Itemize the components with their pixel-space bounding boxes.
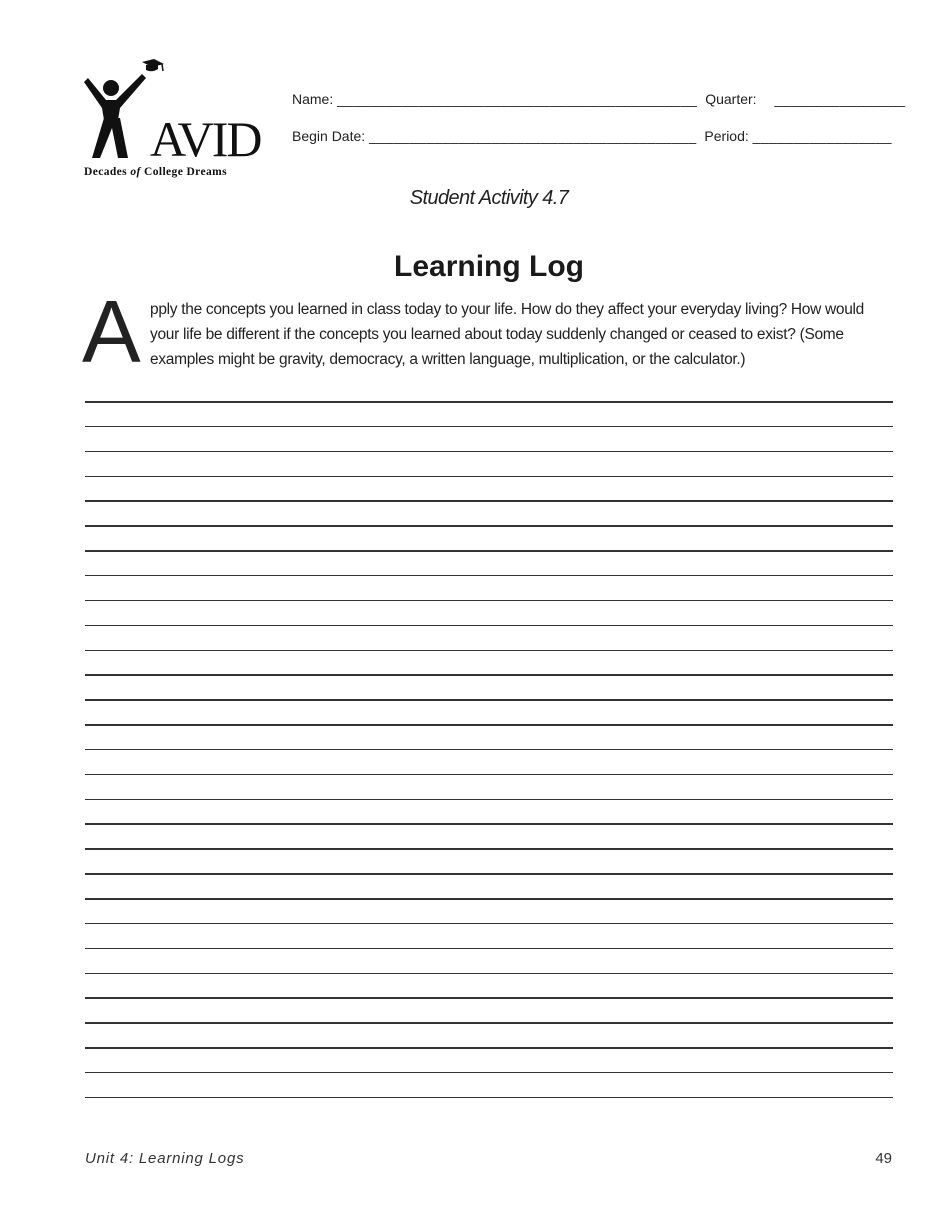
begin-date-label: Begin Date:: [292, 128, 366, 144]
writing-line: [85, 1047, 893, 1049]
page-title: Learning Log: [394, 250, 584, 283]
writing-line: [85, 749, 893, 751]
writing-line: [85, 1072, 893, 1074]
writing-line: [85, 973, 893, 975]
avid-logo: [84, 58, 276, 182]
quarter-label: Quarter:: [705, 91, 757, 107]
writing-line: [85, 500, 893, 502]
quarter-field[interactable]: ________________: [774, 91, 906, 107]
writing-line: [85, 426, 893, 428]
begin-date-field[interactable]: ________________________________________: [369, 128, 697, 144]
name-quarter-row: [292, 91, 906, 107]
writing-line: [85, 600, 893, 602]
writing-line: [85, 724, 893, 726]
writing-line: [85, 848, 893, 850]
writing-line: [85, 525, 893, 527]
writing-line: [85, 873, 893, 875]
footer-unit: Unit 4: Learning Logs: [85, 1150, 245, 1167]
prompt-text: pply the concepts you learned in class today to your life. How do they affect your everyday living? How would your life be different if the concepts you learned about today suddenly changed or ceased to exist? (Some examples might be gravity, democracy, a written language, multiplication, or the calculator.): [150, 301, 865, 368]
prompt-drop-cap: A: [82, 282, 141, 381]
page-number: 49: [875, 1150, 892, 1167]
writing-line: [85, 923, 893, 925]
writing-line: [85, 550, 893, 552]
writing-line: [85, 823, 893, 825]
name-label: Name:: [292, 91, 334, 107]
period-label: Period:: [704, 128, 749, 144]
writing-line: [85, 774, 893, 776]
writing-line: [85, 898, 893, 900]
writing-line: [85, 476, 893, 478]
writing-line: [85, 451, 893, 453]
writing-line: [85, 1022, 893, 1024]
logo-tagline: Decades of College Dreams: [84, 166, 227, 178]
writing-line: [85, 799, 893, 801]
date-period-row: [292, 128, 892, 144]
period-field[interactable]: _________________: [752, 128, 892, 144]
logo-wordmark: AVID: [150, 111, 261, 167]
writing-line: [85, 625, 893, 627]
writing-line: [85, 650, 893, 652]
name-field[interactable]: ____________________________________________: [337, 91, 698, 107]
writing-line: [85, 674, 893, 676]
activity-subtitle: Student Activity 4.7: [409, 187, 569, 209]
writing-line: [85, 401, 893, 403]
writing-line: [85, 1097, 893, 1099]
writing-line: [85, 948, 893, 950]
writing-line: [85, 575, 893, 577]
writing-line: [85, 997, 893, 999]
writing-line: [85, 699, 893, 701]
